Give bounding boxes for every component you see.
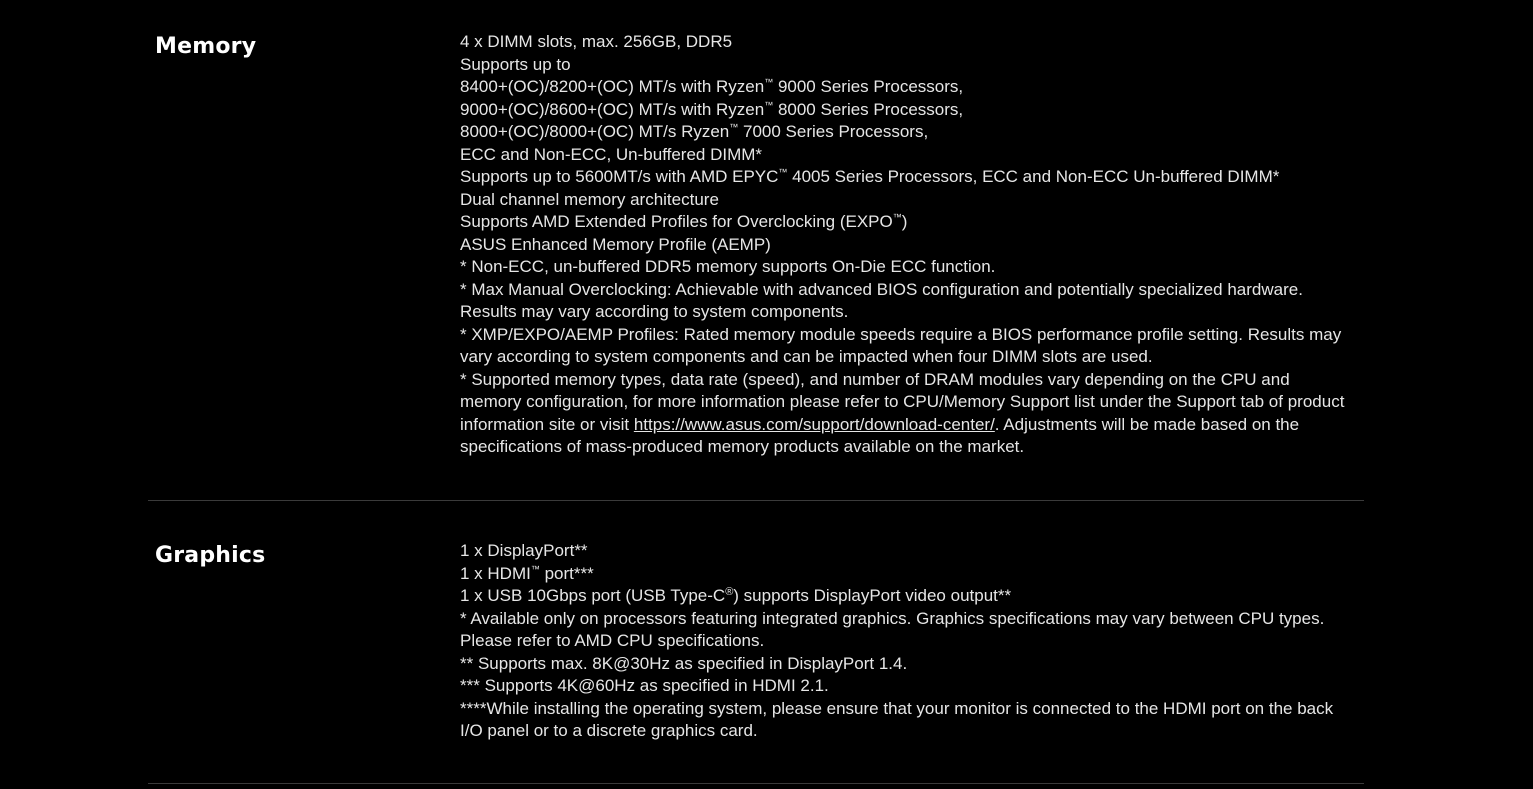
trademark-mark: ™: [764, 77, 774, 87]
registered-mark: ®: [725, 586, 734, 598]
memory-note-overclocking: * Max Manual Overclocking: Achievable with advanced BIOS configuration and potentially specialized hardware. Results may vary according to system components.: [460, 279, 1303, 321]
graphics-note-dp-max: ** Supports max. 8K@30Hz as specified in DisplayPort 1.4.: [460, 653, 908, 673]
graphics-spec-list: [460, 540, 1350, 743]
graphics-section: [148, 501, 1364, 783]
download-center-link[interactable]: https://www.asus.com/support/download-center/: [633, 414, 995, 434]
trademark-mark: ™: [530, 563, 540, 574]
trademark-mark: ™: [764, 99, 774, 110]
memory-ecc-type: ECC and Non-ECC, Un-buffered DIMM*: [460, 144, 763, 164]
graphics-displayport: 1 x DisplayPort**: [460, 541, 588, 560]
graphics-title: Graphics: [155, 543, 266, 568]
graphics-note-integrated: * Available only on processors featuring integrated graphics. Graphics specifications may vary between CPU types. Please refer to AMD CPU specifications.: [460, 608, 1325, 650]
memory-spec-list: [460, 31, 1350, 459]
trademark-mark: ™: [778, 167, 788, 177]
memory-epyc-support: Supports up to 5600MT/s with AMD EPYC™ 4005 Series Processors, ECC and Non-ECC Un-buffered DIMM*: [460, 167, 1280, 186]
memory-dual-channel: Dual channel memory architecture: [460, 189, 719, 209]
memory-slots: 4 x DIMM slots, max. 256GB, DDR5: [460, 32, 733, 51]
memory-section: [148, 0, 1364, 500]
memory-supports-up-to: Supports up to: [460, 54, 571, 74]
memory-title: Memory: [155, 34, 257, 59]
graphics-note-os-install: ****While installing the operating system, please ensure that your monitor is connected to the HDMI port on the back I/O panel or to a discrete graphics card.: [460, 698, 1334, 740]
trademark-mark: ™: [729, 122, 739, 132]
memory-speed-ryzen-9000: 8400+(OC)/8200+(OC) MT/s with Ryzen™ 9000 Series Processors,: [460, 77, 964, 96]
memory-note-supported-types: * Supported memory types, data rate (speed), and number of DRAM modules vary depending on the CPU and memory configuration, for more information please refer to CPU/Memory Support list under the Support tab of product information site or visit https://www.asus.com/support/download-center/. Adjustments will be made based on the specifications of mass-produced memory products available on the market.: [460, 369, 1345, 456]
graphics-hdmi: 1 x HDMI™ port***: [460, 563, 594, 583]
memory-expo-support: Supports AMD Extended Profiles for Overclocking (EXPO™): [460, 212, 908, 231]
memory-note-profiles: * XMP/EXPO/AEMP Profiles: Rated memory module speeds require a BIOS performance profile setting. Results may vary according to system components and can be impacted when four DIMM slots are used.: [460, 324, 1342, 366]
section-divider: [148, 783, 1364, 784]
memory-speed-ryzen-7000: 8000+(OC)/8000+(OC) MT/s Ryzen™ 7000 Series Processors,: [460, 122, 929, 141]
trademark-mark: ™: [892, 212, 902, 222]
graphics-note-hdmi-max: *** Supports 4K@60Hz as specified in HDMI 2.1.: [460, 676, 829, 695]
memory-note-on-die-ecc: * Non-ECC, un-buffered DDR5 memory supports On-Die ECC function.: [460, 257, 996, 276]
memory-speed-ryzen-8000: 9000+(OC)/8600+(OC) MT/s with Ryzen™ 8000 Series Processors,: [460, 99, 964, 119]
graphics-usb-c-dp: 1 x USB 10Gbps port (USB Type-C®) supports DisplayPort video output**: [460, 586, 1012, 605]
memory-aemp: ASUS Enhanced Memory Profile (AEMP): [460, 234, 771, 254]
